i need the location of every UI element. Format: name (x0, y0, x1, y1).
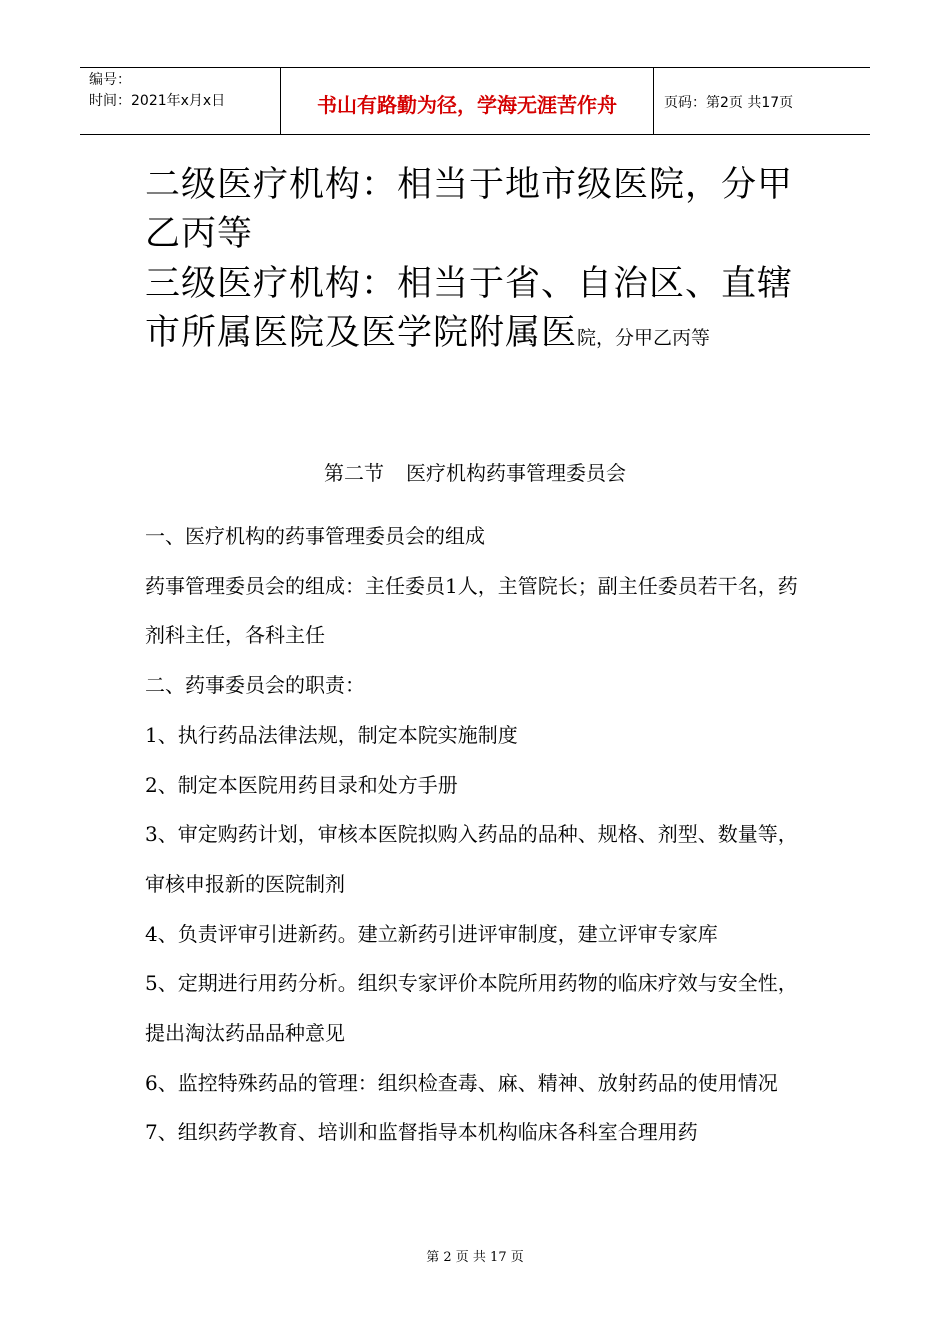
number-label: 编号： (89, 72, 131, 88)
header-page-info: 页码：第2页 共17页 (664, 95, 794, 111)
paragraph: 6、监控特殊药品的管理：组织检查毒、麻、精神、放射药品的使用情况 (145, 1070, 778, 1095)
date-label: 时间：2021年x月x日 (89, 93, 226, 109)
intro-line-tertiary (145, 260, 825, 363)
paragraph: 3、审定购药计划，审核本医院拟购入药品的品种、规格、剂型、数量等，审核申报新的医院制剂 (145, 822, 798, 896)
page-footer: 第 2 页 共 17 页 (426, 1250, 524, 1265)
section-number: 第二节 (324, 461, 384, 485)
header-motto: 书山有路勤为径，学海无涯苦作舟 (281, 68, 654, 134)
paragraph: 药事管理委员会的组成：主任委员1人，主管院长；副主任委员若干名，药剂科主任，各科主任 (145, 573, 798, 648)
section-name: 医疗机构药事管理委员会 (406, 461, 626, 485)
intro-line-tertiary-tail: 院，分甲乙丙等 (577, 327, 711, 349)
header-meta (80, 68, 281, 134)
paragraph: 5、定期进行用药分析。组织专家评价本院所用药物的临床疗效与安全性，提出淘汰药品品种意见 (145, 971, 798, 1046)
body-text (145, 512, 815, 1158)
section-title (0, 457, 950, 486)
paragraph: 二、药事委员会的职责： (145, 673, 365, 698)
intro-line-secondary: 二级医疗机构：相当于地市级医院，分甲乙丙等 (145, 165, 794, 254)
paragraph: 7、组织药学教育、培训和监督指导本机构临床各科室合理用药 (145, 1120, 698, 1145)
paragraph: 2、制定本医院用药目录和处方手册 (145, 772, 458, 797)
document-header (80, 67, 870, 135)
intro-line-tertiary-main: 三级医疗机构：相当于省、自治区、直辖市所属医院及医学院附属医 (145, 264, 794, 353)
paragraph: 4、负责评审引进新药。建立新药引进评审制度，建立评审专家库 (145, 921, 718, 946)
paragraph: 1、执行药品法律法规，制定本院实施制度 (145, 722, 518, 747)
paragraph: 一、医疗机构的药事管理委员会的组成 (145, 524, 485, 548)
